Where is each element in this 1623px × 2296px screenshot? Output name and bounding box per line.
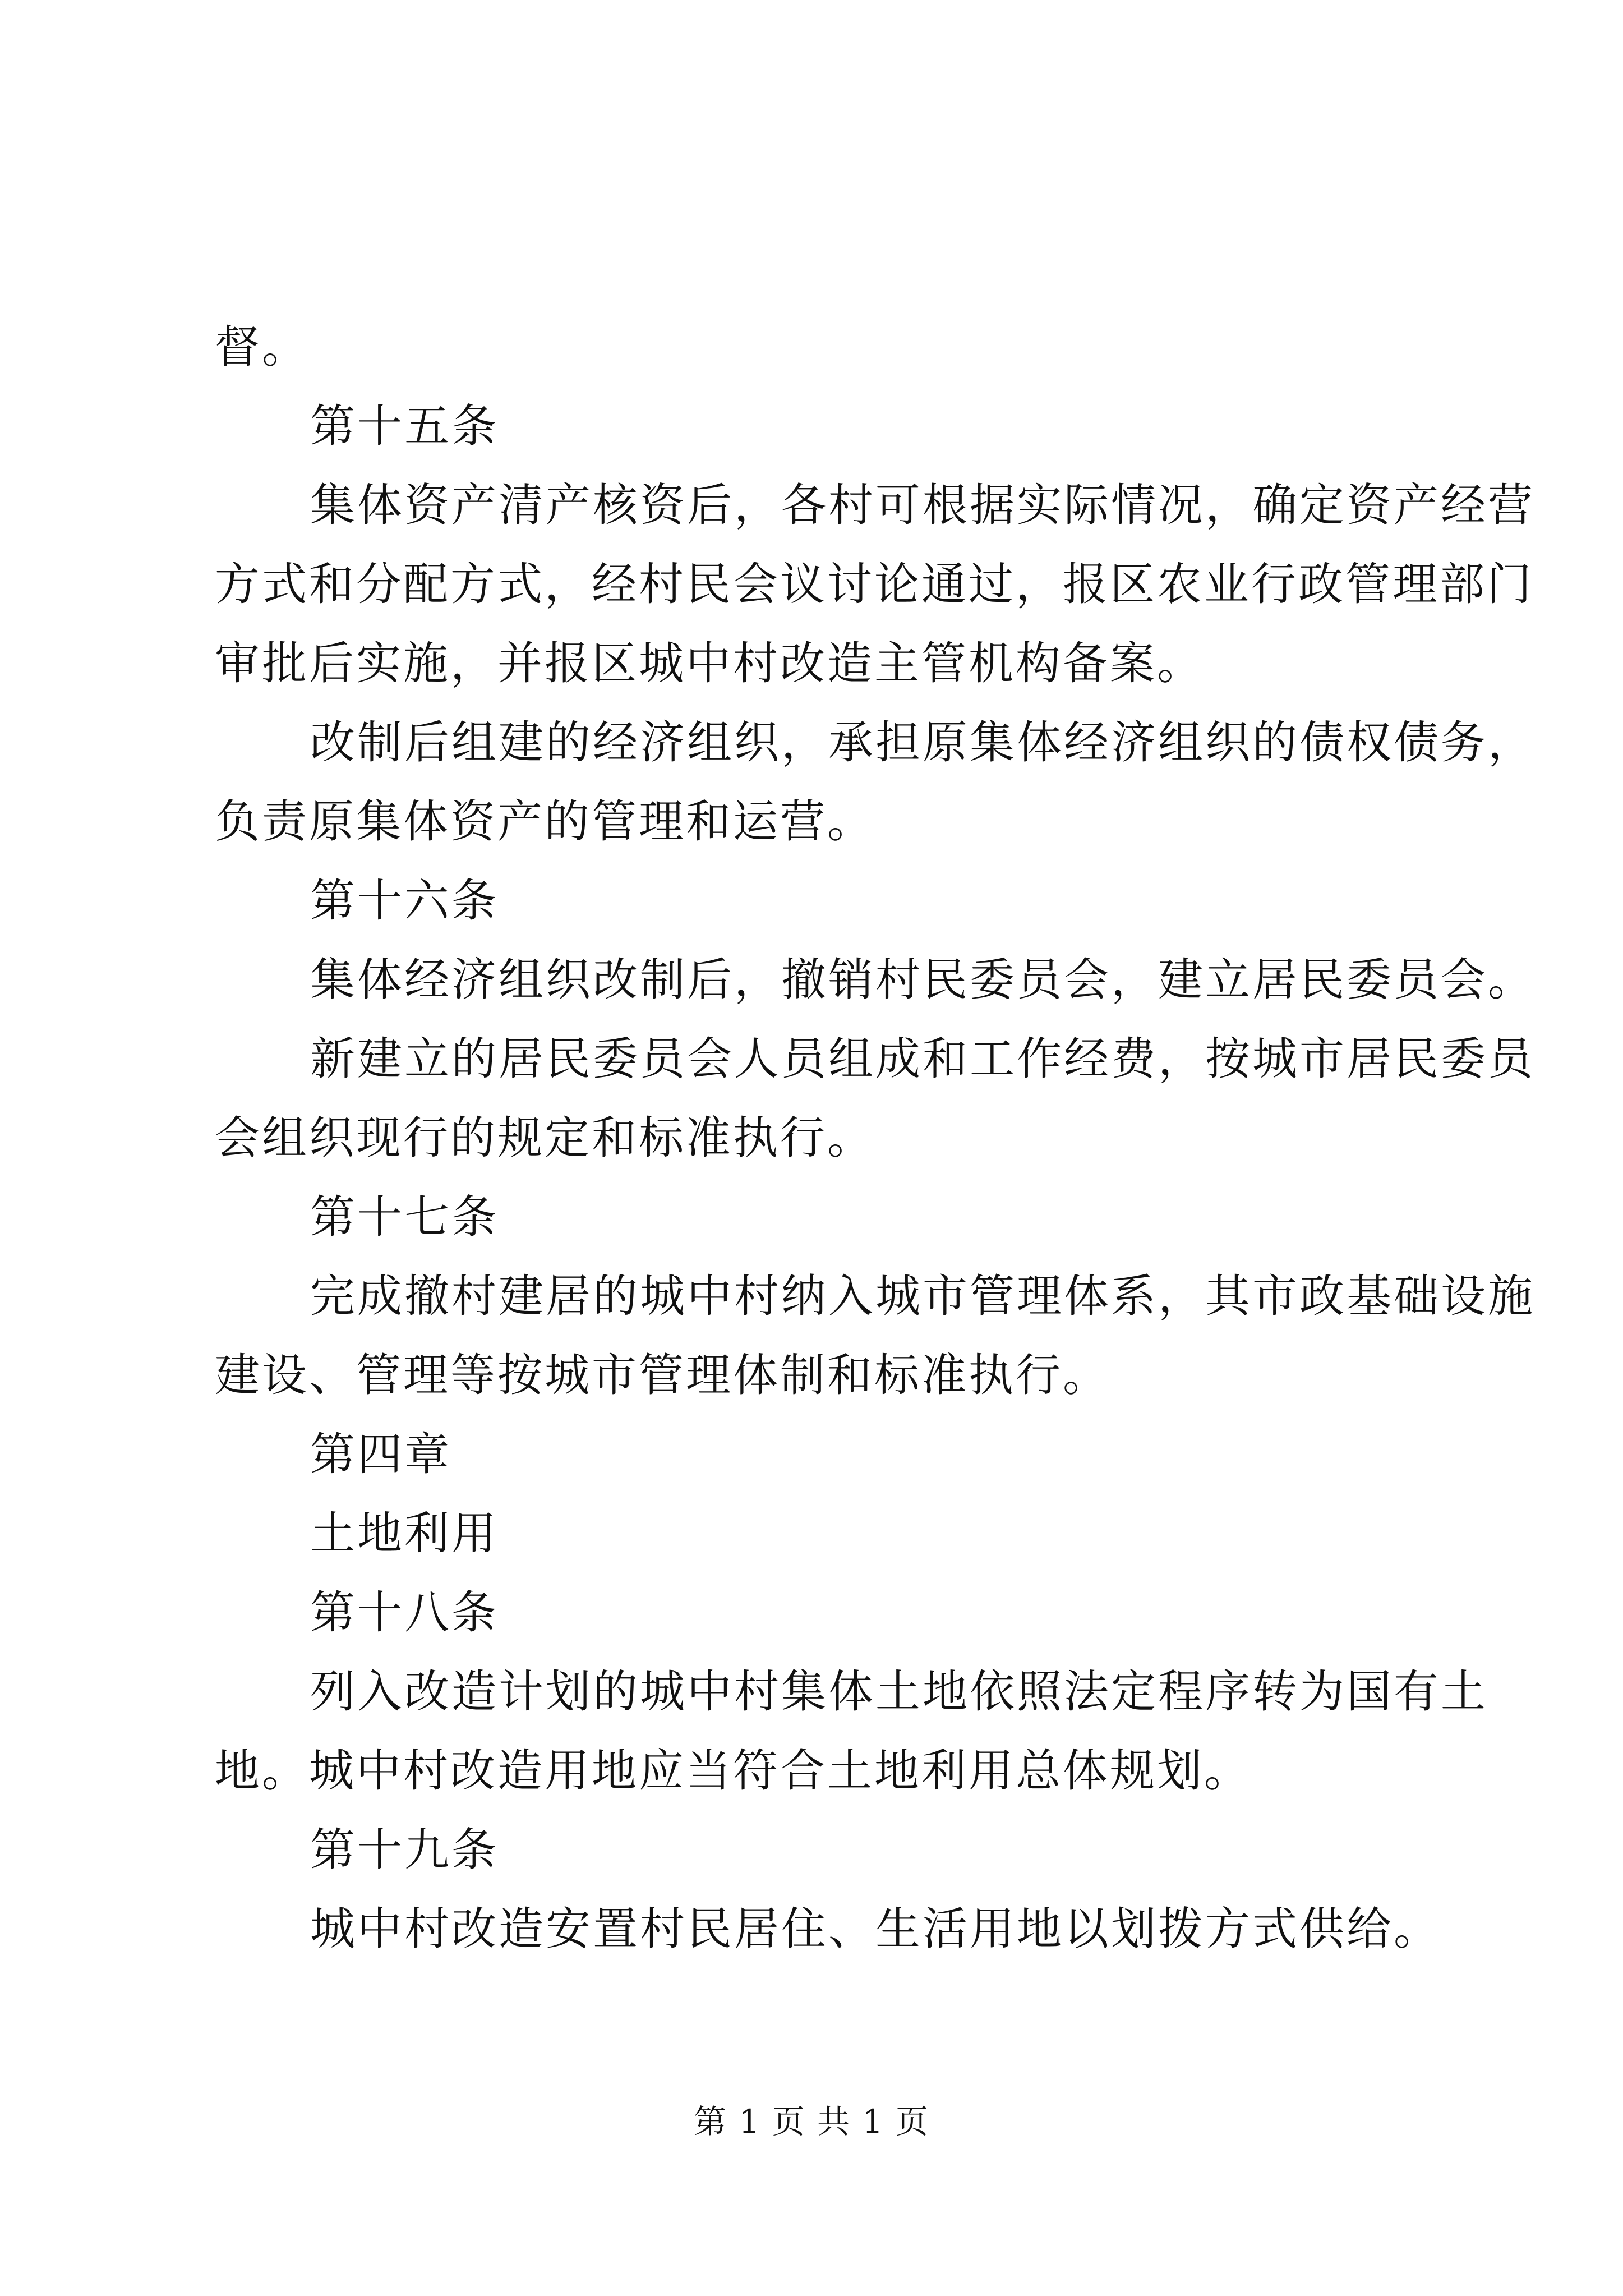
text-line: 督。 [215,321,309,373]
paragraph-line: 改制后组建的经济组织，承担原集体经济组织的债权债务， [310,716,1535,769]
paragraph-line: 完成撤村建居的城中村纳入城市管理体系，其市政基础设施 [310,1270,1535,1322]
article-heading: 第十五条 [310,400,499,452]
article-heading: 第十八条 [310,1586,499,1639]
document-body [215,307,1535,1968]
text-line: 负责原集体资产的管理和运营。 [215,795,874,848]
text-line: 审批后实施，并报区城中村改造主管机构备案。 [215,637,1204,689]
page-footer: 第 1 页 共 1 页 [694,2102,929,2141]
chapter-heading: 第四章 [310,1428,451,1480]
text-line: 方式和分配方式，经村民会议讨论通过，报区农业行政管理部门 [215,558,1534,610]
article-heading: 第十七条 [310,1191,499,1243]
article-heading: 第十六条 [310,875,499,927]
paragraph-line: 集体资产清产核资后，各村可根据实际情况，确定资产经营 [310,479,1535,531]
text-line: 地。城中村改造用地应当符合土地利用总体规划。 [215,1745,1251,1797]
paragraph-line: 城中村改造安置村民居住、生活用地以划拨方式供给。 [310,1903,1441,1955]
chapter-title: 土地利用 [310,1507,499,1559]
paragraph-line: 新建立的居民委员会人员组成和工作经费，按城市居民委员 [310,1033,1535,1085]
paragraph-line: 集体经济组织改制后，撤销村民委员会，建立居民委员会。 [310,954,1535,1006]
article-heading: 第十九条 [310,1824,499,1876]
paragraph-line: 列入改造计划的城中村集体土地依照法定程序转为国有土 [310,1665,1488,1718]
text-line: 会组织现行的规定和标准执行。 [215,1112,874,1164]
text-line: 建设、管理等按城市管理体制和标准执行。 [215,1349,1110,1401]
